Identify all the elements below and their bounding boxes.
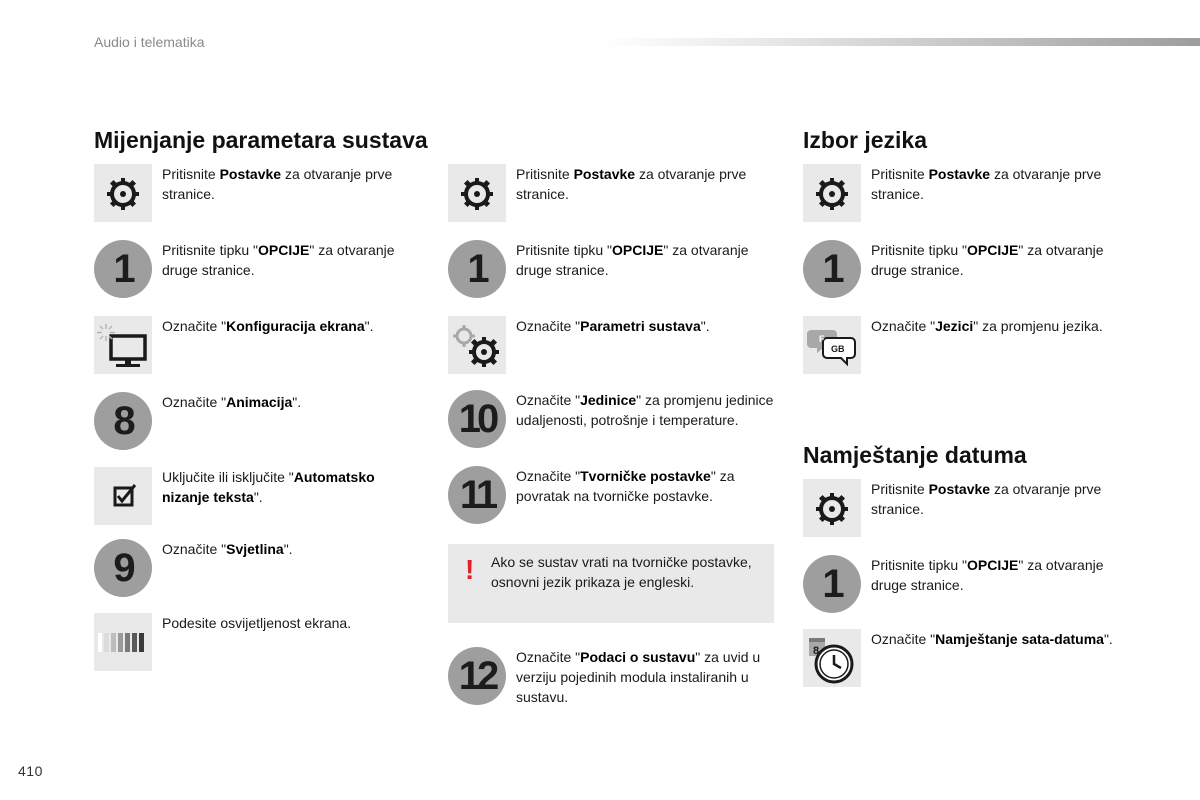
step-number-badge: 1 — [803, 555, 861, 613]
calendar-clock-icon — [803, 629, 861, 687]
step-1-options — [803, 240, 1133, 300]
step-text: Pritisnite tipku "OPCIJE" za otvaranje druge stranice. — [871, 242, 1104, 278]
gear-icon — [448, 164, 506, 222]
step-12-system-info — [448, 647, 778, 707]
step-number-badge: 8 — [94, 392, 152, 450]
gear-icon — [94, 164, 152, 222]
step-text: Pritisnite Postavke za otvaranje prve stranice. — [162, 166, 393, 202]
step-text: Označite "Tvorničke postavke" za povratak na tvorničke postavke. — [516, 468, 735, 504]
step-text: Označite "Jedinice" za promjenu jedinice udaljenosti, potrošnje i temperature. — [516, 392, 774, 428]
step-text: Pritisnite Postavke za otvaranje prve stranice. — [871, 166, 1102, 202]
step-settings — [94, 164, 424, 224]
step-settings — [448, 164, 778, 224]
calendar-digit: 8 — [813, 645, 820, 657]
step-10-units — [448, 390, 778, 450]
section-title-language: Izbor jezika — [803, 127, 927, 153]
step-1-options — [94, 240, 424, 300]
step-text: Označite "Podaci o sustavu" za uvid u verziju pojedinih modula instaliranih u sustavu. — [516, 649, 761, 705]
step-display-config — [94, 316, 424, 376]
header-bar — [600, 38, 1200, 46]
step-1-options — [803, 555, 1133, 615]
flag-f-label: F — [819, 334, 825, 344]
step-number-badge: 11 — [448, 466, 506, 524]
step-settings — [803, 164, 1133, 224]
step-auto-scroll — [94, 467, 424, 527]
step-text: Označite "Animacija". — [162, 394, 302, 410]
step-text: Pritisnite Postavke za otvaranje prve stranice. — [871, 481, 1102, 517]
step-text: Označite "Namještanje sata-datuma". — [871, 631, 1113, 647]
screen-brightness-icon — [94, 316, 152, 374]
step-settings — [803, 479, 1133, 539]
header-title: Audio i telematika — [94, 34, 205, 50]
step-text: Uključite ili isključite "Automatsko nizanje teksta". — [162, 469, 375, 505]
section-title-date: Namještanje datuma — [803, 442, 1027, 468]
step-9-brightness — [94, 539, 424, 599]
step-8-animation — [94, 392, 424, 452]
warning-note — [448, 544, 774, 623]
step-number-badge: 10 — [448, 390, 506, 448]
step-set-clock-date — [803, 629, 1133, 689]
brightness-scale-icon — [94, 613, 152, 671]
step-number-badge: 1 — [448, 240, 506, 298]
flag-gb-label: GB — [831, 344, 845, 354]
step-1-options — [448, 240, 778, 300]
warning-text: Ako se sustav vrati na tvorničke postavke, osnovni jezik prikaza je engleski. — [491, 554, 752, 590]
step-number-badge: 9 — [94, 539, 152, 597]
step-text: Pritisnite tipku "OPCIJE" za otvaranje druge stranice. — [516, 242, 749, 278]
step-text: Označite "Svjetlina". — [162, 541, 293, 557]
step-text: Podesite osvijetljenost ekrana. — [162, 615, 352, 631]
step-number-badge: 12 — [448, 647, 506, 705]
gears-icon — [448, 316, 506, 374]
gear-icon — [803, 479, 861, 537]
page-number: 410 — [18, 763, 43, 779]
step-text: Pritisnite tipku "OPCIJE" za otvaranje druge stranice. — [871, 557, 1104, 593]
step-adjust-brightness — [94, 613, 424, 673]
step-languages — [803, 316, 1133, 376]
exclamation-icon: ! — [465, 554, 475, 585]
step-text: Označite "Parametri sustava". — [516, 318, 710, 334]
gear-icon — [803, 164, 861, 222]
step-text: Označite "Konfiguracija ekrana". — [162, 318, 374, 334]
checkbox-icon — [94, 467, 152, 525]
speech-flags-icon — [803, 316, 861, 374]
step-number-badge: 1 — [803, 240, 861, 298]
step-text: Pritisnite tipku "OPCIJE" za otvaranje druge stranice. — [162, 242, 395, 278]
step-system-params — [448, 316, 778, 376]
section-title-system-params: Mijenjanje parametara sustava — [94, 127, 428, 153]
step-number-badge: 1 — [94, 240, 152, 298]
step-text: Pritisnite Postavke za otvaranje prve stranice. — [516, 166, 747, 202]
step-text: Označite "Jezici" za promjenu jezika. — [871, 318, 1103, 334]
step-11-factory — [448, 466, 778, 526]
